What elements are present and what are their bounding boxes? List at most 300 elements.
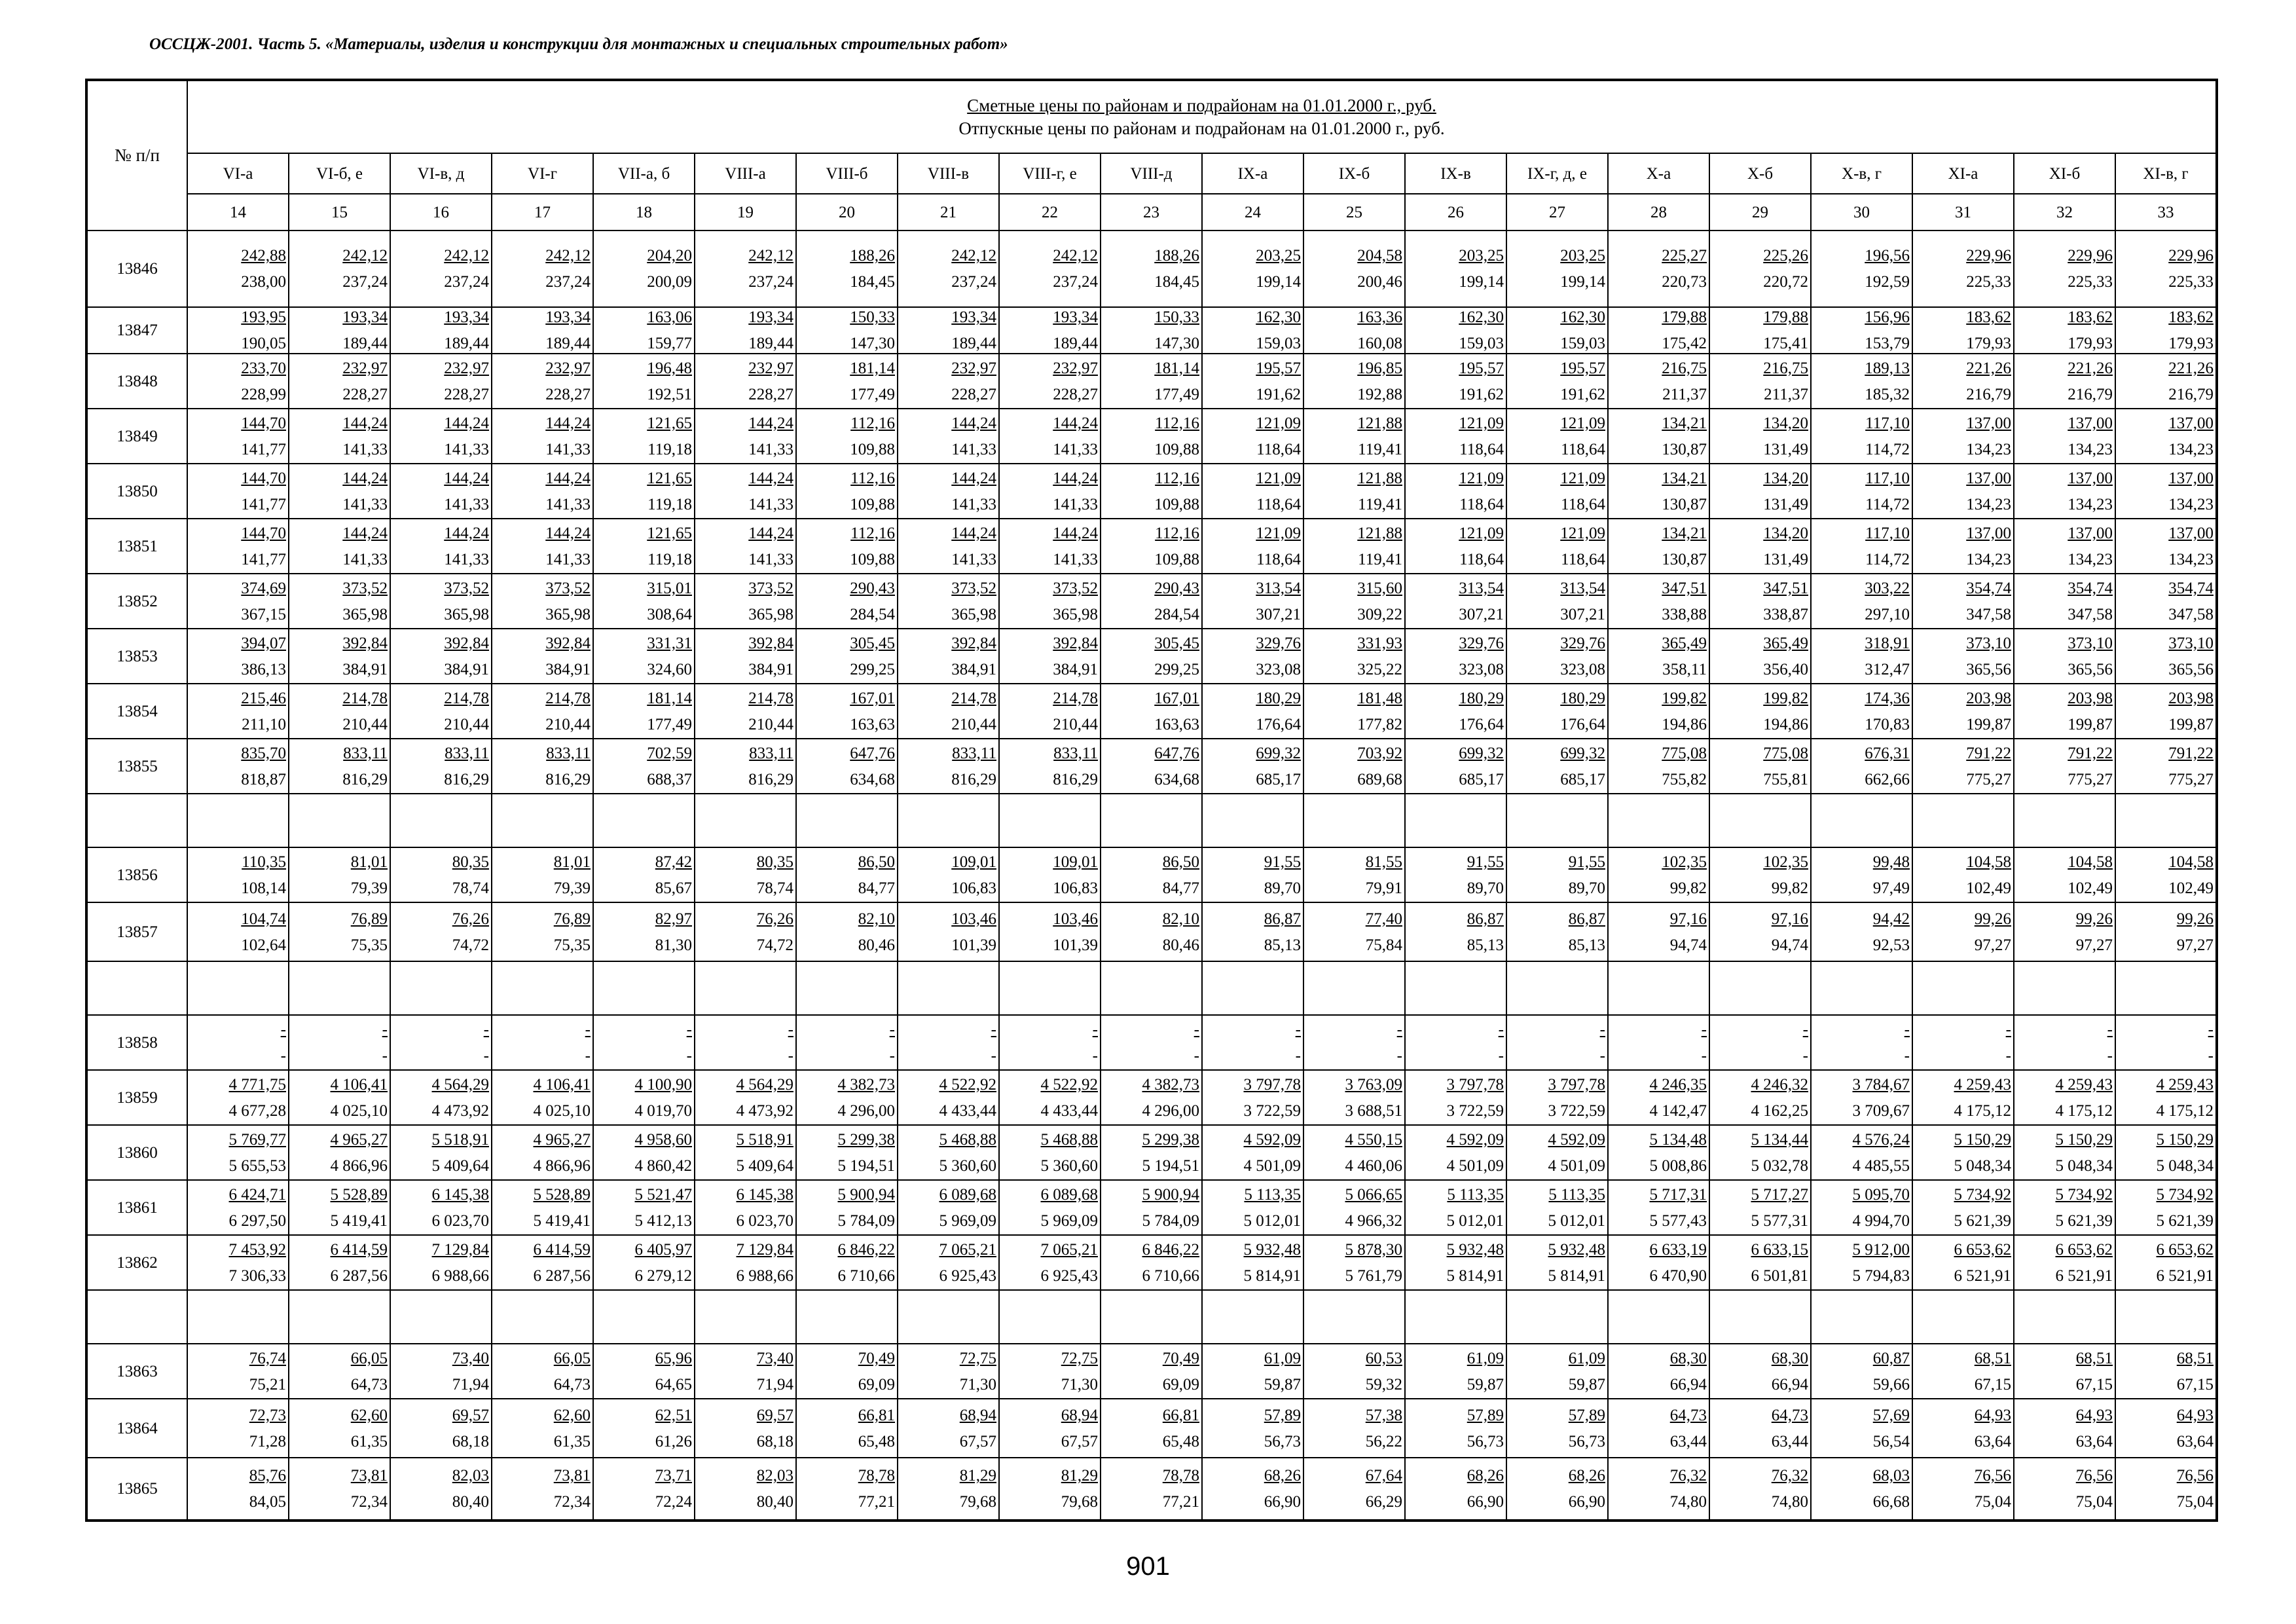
otpusknaya-price: 106,83 <box>951 879 996 897</box>
empty-cell <box>2115 794 2217 847</box>
price-cell <box>1303 1180 1405 1235</box>
smetnaya-price: 144,24 <box>951 524 996 542</box>
price-cell <box>1202 574 1303 629</box>
price-cell <box>593 231 695 307</box>
column-number: 28 <box>1608 194 1709 231</box>
price-cell <box>1405 1125 1506 1180</box>
empty-cell <box>796 1290 898 1344</box>
smetnaya-price: 214,78 <box>444 689 489 707</box>
smetnaya-price: 76,56 <box>1974 1467 2011 1485</box>
smetnaya-price: 775,08 <box>1763 744 1808 762</box>
otpusknaya-price: 347,58 <box>2168 605 2214 623</box>
smetnaya-price: 833,11 <box>546 744 591 762</box>
smetnaya-price: 203,25 <box>1256 247 1301 265</box>
price-cell <box>796 307 898 354</box>
otpusknaya-price: 177,49 <box>850 385 895 403</box>
smetnaya-price: 347,51 <box>1763 579 1808 597</box>
otpusknaya-price: 818,87 <box>241 770 286 788</box>
smetnaya-price: 4 576,24 <box>1852 1130 1910 1149</box>
otpusknaya-price: 347,58 <box>2068 605 2113 623</box>
otpusknaya-price: 6 925,43 <box>1040 1266 1098 1285</box>
price-cell <box>289 1458 390 1521</box>
otpusknaya-price: 5 048,34 <box>2055 1156 2113 1175</box>
smetnaya-price: 73,40 <box>452 1349 489 1367</box>
price-cell <box>390 1399 492 1458</box>
price-cell <box>2115 1125 2217 1180</box>
price-cell <box>1608 1125 1709 1180</box>
otpusknaya-price: - <box>1802 1046 1808 1065</box>
price-cell <box>1912 1458 2014 1521</box>
price-cell <box>1506 464 1608 519</box>
price-cell <box>1912 1015 2014 1070</box>
row-number: 13847 <box>86 307 187 354</box>
otpusknaya-price: 118,64 <box>1459 495 1504 513</box>
smetnaya-price: 181,48 <box>1357 689 1402 707</box>
price-cell <box>695 684 796 739</box>
otpusknaya-price: 97,49 <box>1872 879 1910 897</box>
price-cell <box>390 847 492 902</box>
otpusknaya-price: 211,37 <box>1764 385 1808 403</box>
price-cell <box>1405 684 1506 739</box>
column-number: 22 <box>999 194 1101 231</box>
price-cell <box>1405 1458 1506 1521</box>
smetnaya-price: 329,76 <box>1459 634 1504 652</box>
smetnaya-price: 232,97 <box>545 359 591 377</box>
smetnaya-price: 62,51 <box>655 1406 692 1424</box>
otpusknaya-price: 384,91 <box>444 660 489 678</box>
price-cell <box>1202 409 1303 464</box>
smetnaya-price: 76,26 <box>756 910 793 928</box>
price-cell <box>1405 1015 1506 1070</box>
otpusknaya-price: 114,72 <box>1865 495 1910 513</box>
otpusknaya-price: 147,30 <box>1154 335 1199 352</box>
smetnaya-price: 137,00 <box>1966 414 2011 432</box>
smetnaya-price: 179,88 <box>1662 308 1707 326</box>
empty-cell <box>492 794 593 847</box>
smetnaya-price: 121,09 <box>1459 469 1504 487</box>
otpusknaya-price: 211,10 <box>242 715 286 733</box>
otpusknaya-price: 299,25 <box>850 660 895 678</box>
price-cell <box>2115 902 2217 961</box>
price-cell <box>2115 307 2217 354</box>
empty-cell <box>796 794 898 847</box>
otpusknaya-price: 312,47 <box>1865 660 1910 678</box>
smetnaya-price: 73,81 <box>350 1467 388 1485</box>
smetnaya-price: 7 065,21 <box>1040 1240 1098 1259</box>
smetnaya-price: 76,89 <box>553 910 591 928</box>
price-cell <box>695 1070 796 1125</box>
price-cell <box>1303 1070 1405 1125</box>
smetnaya-price: 112,16 <box>1155 414 1199 432</box>
otpusknaya-price: 66,90 <box>1568 1493 1605 1511</box>
otpusknaya-price: 71,30 <box>959 1375 996 1393</box>
otpusknaya-price: - <box>1498 1046 1504 1065</box>
price-cell <box>289 464 390 519</box>
price-cell <box>1202 739 1303 794</box>
price-cell <box>1709 1399 1811 1458</box>
otpusknaya-price: 4 860,42 <box>634 1156 692 1175</box>
smetnaya-price: 121,09 <box>1256 414 1301 432</box>
otpusknaya-price: 141,33 <box>342 440 388 458</box>
smetnaya-price: 110,35 <box>242 853 286 871</box>
smetnaya-price: 117,10 <box>1865 414 1910 432</box>
price-cell <box>695 574 796 629</box>
smetnaya-price: 150,33 <box>850 308 895 326</box>
otpusknaya-price: 130,87 <box>1662 550 1707 568</box>
price-cell <box>1303 354 1405 409</box>
otpusknaya-price: 68,18 <box>452 1432 489 1450</box>
smetnaya-price: 242,12 <box>748 247 793 265</box>
row-number: 13853 <box>86 629 187 684</box>
price-cell <box>593 519 695 574</box>
otpusknaya-price: 5 655,53 <box>228 1156 286 1175</box>
otpusknaya-price: 185,32 <box>1865 385 1910 403</box>
price-cell <box>1912 629 2014 684</box>
price-cell <box>1709 307 1811 354</box>
otpusknaya-price: 85,67 <box>655 879 692 897</box>
price-cell <box>1608 1399 1709 1458</box>
smetnaya-price: 121,65 <box>647 414 692 432</box>
otpusknaya-price: 97,27 <box>2176 936 2214 954</box>
smetnaya-price: 5 734,92 <box>2156 1185 2214 1204</box>
smetnaya-price: 66,81 <box>858 1406 895 1424</box>
region-header: VIII-в <box>898 153 999 194</box>
smetnaya-price: 68,51 <box>1974 1349 2011 1367</box>
otpusknaya-price: 109,88 <box>1154 550 1199 568</box>
otpusknaya-price: 141,33 <box>545 440 591 458</box>
otpusknaya-price: 80,46 <box>858 936 895 954</box>
otpusknaya-price: 80,40 <box>756 1493 793 1511</box>
smetnaya-price: 329,76 <box>1256 634 1301 652</box>
smetnaya-price: 216,75 <box>1662 359 1707 377</box>
otpusknaya-price: 189,44 <box>748 335 793 352</box>
otpusknaya-price: 365,98 <box>342 605 388 623</box>
price-cell <box>1811 629 1912 684</box>
smetnaya-price: 833,11 <box>952 744 996 762</box>
smetnaya-price: 193,34 <box>748 308 793 326</box>
smetnaya-price: 676,31 <box>1865 744 1910 762</box>
empty-cell <box>999 1290 1101 1344</box>
empty-cell <box>999 794 1101 847</box>
otpusknaya-price: 308,64 <box>647 605 692 623</box>
price-cell <box>492 1399 593 1458</box>
price-cell <box>1912 1180 2014 1235</box>
price-cell <box>492 409 593 464</box>
price-cell <box>1506 307 1608 354</box>
region-header: IX-в <box>1405 153 1506 194</box>
smetnaya-price: 305,45 <box>1154 634 1199 652</box>
row-number: 13854 <box>86 684 187 739</box>
smetnaya-price: - <box>991 1020 996 1039</box>
smetnaya-price: 81,01 <box>553 853 591 871</box>
column-number: 25 <box>1303 194 1405 231</box>
otpusknaya-price: 211,37 <box>1662 385 1707 403</box>
otpusknaya-price: 307,21 <box>1256 605 1301 623</box>
smetnaya-price: 64,73 <box>1669 1406 1707 1424</box>
smetnaya-price: - <box>2208 1020 2214 1039</box>
price-cell <box>1506 847 1608 902</box>
price-cell <box>898 1344 999 1399</box>
otpusknaya-price: 118,64 <box>1459 440 1504 458</box>
price-cell <box>187 629 289 684</box>
otpusknaya-price: 6 287,56 <box>330 1266 388 1285</box>
smetnaya-price: 137,00 <box>1966 524 2011 542</box>
otpusknaya-price: 365,98 <box>1053 605 1098 623</box>
smetnaya-price: - <box>1599 1020 1605 1039</box>
smetnaya-price: 4 592,09 <box>1243 1130 1301 1149</box>
smetnaya-price: 121,09 <box>1256 524 1301 542</box>
price-cell <box>1811 1125 1912 1180</box>
price-cell <box>1608 354 1709 409</box>
price-cell <box>1506 1015 1608 1070</box>
otpusknaya-price: 190,05 <box>241 335 286 352</box>
empty-cell <box>2014 961 2115 1015</box>
smetnaya-price: 347,51 <box>1662 579 1707 597</box>
otpusknaya-price: 170,83 <box>1865 715 1910 733</box>
smetnaya-price: 137,00 <box>2068 524 2113 542</box>
price-cell <box>1101 231 1202 307</box>
section-separator-row <box>86 961 2217 1015</box>
otpusknaya-price: 160,08 <box>1357 335 1402 352</box>
price-cell <box>593 307 695 354</box>
region-header: IX-б <box>1303 153 1405 194</box>
price-cell <box>593 739 695 794</box>
table-row <box>86 1399 2217 1458</box>
smetnaya-price: 5 528,89 <box>533 1185 591 1204</box>
price-cell <box>187 231 289 307</box>
otpusknaya-price: 237,24 <box>444 273 489 291</box>
smetnaya-price: 144,24 <box>545 524 591 542</box>
smetnaya-price: 6 633,19 <box>1649 1240 1707 1259</box>
smetnaya-price: 214,78 <box>342 689 388 707</box>
smetnaya-price: 188,26 <box>850 247 895 265</box>
empty-cell <box>1506 794 1608 847</box>
row-number: 13852 <box>86 574 187 629</box>
smetnaya-price: 373,52 <box>748 579 793 597</box>
smetnaya-price: 61,09 <box>1568 1349 1605 1367</box>
table-row <box>86 519 2217 574</box>
otpusknaya-price: 816,29 <box>951 770 996 788</box>
smetnaya-price: 3 797,78 <box>1548 1075 1605 1094</box>
price-cell <box>1303 464 1405 519</box>
otpusknaya-price: 4 019,70 <box>634 1101 692 1120</box>
price-cell <box>1202 1344 1303 1399</box>
price-cell <box>289 1070 390 1125</box>
smetnaya-price: 109,01 <box>1053 853 1098 871</box>
empty-cell <box>1506 961 1608 1015</box>
empty-cell <box>1709 961 1811 1015</box>
price-cell <box>1912 464 2014 519</box>
otpusknaya-price: 307,21 <box>1560 605 1605 623</box>
otpusknaya-price: 56,73 <box>1264 1432 1301 1450</box>
smetnaya-price: 104,58 <box>2068 853 2113 871</box>
otpusknaya-price: 147,30 <box>850 335 895 352</box>
otpusknaya-price: 175,42 <box>1662 335 1707 352</box>
otpusknaya-price: 141,33 <box>1053 495 1098 513</box>
price-cell <box>898 464 999 519</box>
otpusknaya-price: 85,13 <box>1467 936 1504 954</box>
price-cell <box>390 519 492 574</box>
smetnaya-price: 313,54 <box>1560 579 1605 597</box>
otpusknaya-price: 109,88 <box>1154 495 1199 513</box>
smetnaya-price: 203,98 <box>2068 689 2113 707</box>
price-cell <box>390 684 492 739</box>
otpusknaya-price: 134,23 <box>1966 550 2011 568</box>
price-cell <box>1811 409 1912 464</box>
otpusknaya-price: 74,80 <box>1669 1493 1707 1511</box>
otpusknaya-price: 99,82 <box>1771 879 1808 897</box>
otpusknaya-price: 177,82 <box>1357 715 1402 733</box>
price-cell <box>1303 409 1405 464</box>
smetnaya-price: 6 653,62 <box>2055 1240 2113 1259</box>
price-cell <box>1202 1070 1303 1125</box>
price-cell <box>289 739 390 794</box>
smetnaya-price: 144,24 <box>1053 414 1098 432</box>
price-cell <box>1506 1458 1608 1521</box>
smetnaya-price: 4 382,73 <box>1142 1075 1199 1094</box>
column-number: 30 <box>1811 194 1912 231</box>
smetnaya-price: 181,14 <box>850 359 895 377</box>
price-cell <box>1506 1344 1608 1399</box>
smetnaya-price: 81,29 <box>959 1467 996 1485</box>
otpusknaya-price: 384,91 <box>951 660 996 678</box>
empty-cell <box>1608 794 1709 847</box>
table-title <box>187 80 2217 153</box>
smetnaya-price: 4 564,29 <box>736 1075 793 1094</box>
price-cell <box>289 409 390 464</box>
smetnaya-price: 354,74 <box>1966 579 2011 597</box>
price-cell <box>1709 739 1811 794</box>
smetnaya-price: 65,96 <box>655 1349 692 1367</box>
otpusknaya-price: 94,74 <box>1669 936 1707 954</box>
price-cell <box>2115 354 2217 409</box>
otpusknaya-price: 63,44 <box>1771 1432 1808 1450</box>
otpusknaya-price: 56,22 <box>1365 1432 1402 1450</box>
otpusknaya-price: 59,87 <box>1467 1375 1504 1393</box>
price-cell <box>1608 1070 1709 1125</box>
price-cell <box>187 684 289 739</box>
price-cell <box>492 574 593 629</box>
price-cell <box>1202 1235 1303 1290</box>
smetnaya-price: 5 521,47 <box>634 1185 692 1204</box>
section-separator-row <box>86 1290 2217 1344</box>
price-cell <box>2014 902 2115 961</box>
otpusknaya-price: 64,73 <box>553 1375 591 1393</box>
row-number: 13851 <box>86 519 187 574</box>
smetnaya-price: 134,21 <box>1662 469 1707 487</box>
empty-cell <box>2014 794 2115 847</box>
price-cell <box>898 1180 999 1235</box>
otpusknaya-price: 59,66 <box>1872 1375 1910 1393</box>
price-cell <box>1202 684 1303 739</box>
otpusknaya-price: 237,24 <box>1053 273 1098 291</box>
price-cell <box>695 1180 796 1235</box>
price-cell <box>1912 574 2014 629</box>
otpusknaya-price: 74,80 <box>1771 1493 1808 1511</box>
otpusknaya-price: 61,26 <box>655 1432 692 1450</box>
smetnaya-price: 112,16 <box>1155 524 1199 542</box>
smetnaya-price: 331,93 <box>1357 634 1402 652</box>
price-cell <box>593 629 695 684</box>
smetnaya-price: 144,24 <box>342 414 388 432</box>
column-number: 29 <box>1709 194 1811 231</box>
smetnaya-price: 76,32 <box>1669 1467 1707 1485</box>
smetnaya-price: 221,26 <box>1966 359 2011 377</box>
otpusknaya-price: 175,41 <box>1763 335 1808 352</box>
smetnaya-price: 180,29 <box>1459 689 1504 707</box>
otpusknaya-price: 4 175,12 <box>2156 1101 2214 1120</box>
table-row <box>86 1344 2217 1399</box>
price-cell <box>796 231 898 307</box>
price-cell <box>289 1399 390 1458</box>
smetnaya-price: 6 414,59 <box>330 1240 388 1259</box>
price-cell <box>1608 1344 1709 1399</box>
otpusknaya-price: 176,64 <box>1560 715 1605 733</box>
otpusknaya-price: 5 409,64 <box>736 1156 793 1175</box>
otpusknaya-price: 71,28 <box>249 1432 286 1450</box>
otpusknaya-price: 75,84 <box>1365 936 1402 954</box>
price-cell <box>187 1070 289 1125</box>
otpusknaya-price: 323,08 <box>1459 660 1504 678</box>
smetnaya-price: 188,26 <box>1154 247 1199 265</box>
price-cell <box>999 739 1101 794</box>
price-cell <box>289 307 390 354</box>
smetnaya-price: 647,76 <box>850 744 895 762</box>
smetnaya-price: 76,32 <box>1771 1467 1808 1485</box>
empty-cell <box>593 1290 695 1344</box>
otpusknaya-price: 755,82 <box>1662 770 1707 788</box>
price-cell <box>289 231 390 307</box>
smetnaya-price: 68,26 <box>1568 1467 1605 1485</box>
otpusknaya-price: 118,64 <box>1561 440 1605 458</box>
price-cell <box>796 1344 898 1399</box>
price-cell <box>1709 1458 1811 1521</box>
price-cell <box>898 629 999 684</box>
otpusknaya-price: 4 296,00 <box>1142 1101 1199 1120</box>
price-cell <box>1811 739 1912 794</box>
otpusknaya-price: 63,64 <box>2176 1432 2214 1450</box>
price-cell <box>999 354 1101 409</box>
row-number: 13855 <box>86 739 187 794</box>
otpusknaya-price: 192,88 <box>1357 385 1402 403</box>
otpusknaya-price: 159,77 <box>647 335 692 352</box>
price-cell <box>1101 739 1202 794</box>
otpusknaya-price: 325,22 <box>1357 660 1402 678</box>
otpusknaya-price: - <box>1295 1046 1301 1065</box>
otpusknaya-price: 134,23 <box>1966 440 2011 458</box>
otpusknaya-price: 5 012,01 <box>1446 1211 1504 1230</box>
smetnaya-price: 121,88 <box>1357 414 1402 432</box>
empty-cell <box>1811 794 1912 847</box>
otpusknaya-price: 153,79 <box>1865 335 1910 352</box>
price-cell <box>187 1125 289 1180</box>
otpusknaya-price: 71,30 <box>1061 1375 1098 1393</box>
otpusknaya-price: 5 814,91 <box>1548 1266 1605 1285</box>
price-cell <box>593 574 695 629</box>
table-row <box>86 409 2217 464</box>
price-cell <box>1811 307 1912 354</box>
smetnaya-price: 315,60 <box>1357 579 1402 597</box>
smetnaya-price: - <box>686 1020 692 1039</box>
otpusknaya-price: 130,87 <box>1662 440 1707 458</box>
price-cell <box>492 354 593 409</box>
smetnaya-price: 203,25 <box>1560 247 1605 265</box>
otpusknaya-price: 210,44 <box>545 715 591 733</box>
price-cell <box>1303 1399 1405 1458</box>
smetnaya-price: 183,62 <box>1966 308 2011 326</box>
smetnaya-price: 195,57 <box>1560 359 1605 377</box>
smetnaya-price: 702,59 <box>647 744 692 762</box>
